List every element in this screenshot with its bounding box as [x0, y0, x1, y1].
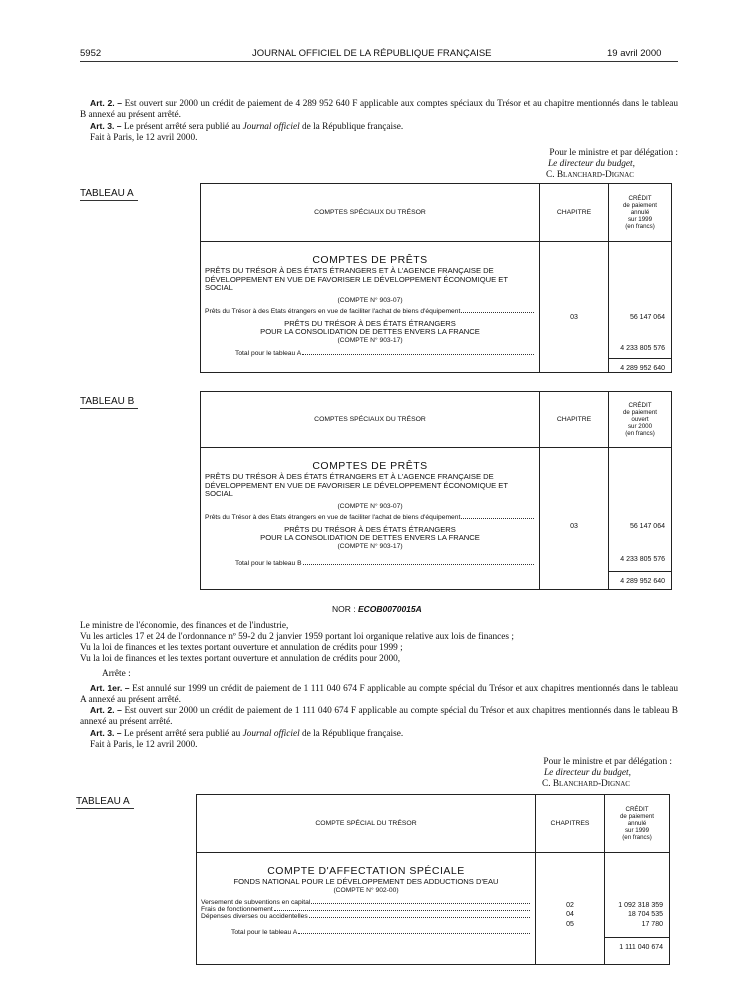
arrete2-signature: Pour le ministre et par délégation : Le directeur du budget, C. Blanchard-Dignac	[542, 757, 672, 789]
arrete2-art2: Art. 2. – Est ouvert sur 2000 un crédit de paiement de 1 111 040 674 F applicable au compte spécial du Trésor et aux chapitres mentionnés dans le tableau B annexé au présent arrêté.	[80, 705, 678, 727]
total-line: Total pour le tableau A	[205, 350, 535, 357]
credit-cell: 56 147 064 4 233 805 576 4 289 952 640	[609, 242, 672, 373]
line-item: Prêts du Trésor à des Etats étrangers en vue de faciliter l'achat de biens d'équipement	[205, 514, 535, 521]
line-item: Dépenses diverses ou accidentelles	[201, 913, 531, 920]
line-item: Versement de subventions en capital	[201, 899, 531, 906]
tableau-b1-body	[201, 448, 540, 590]
sub-title: POUR LA CONSOLIDATION DE DETTES ENVERS LA FRANCE	[260, 327, 480, 337]
journal-title: JOURNAL OFFICIEL DE LA RÉPUBLIQUE FRANÇAISE	[252, 48, 492, 59]
credit-cell: 1 092 318 359 18 704 535 17 780 1 111 040 674	[605, 853, 670, 965]
total-line: Total pour le tableau B	[205, 560, 535, 567]
tableau-a2-label: TABLEAU A	[76, 796, 134, 809]
section-title: COMPTES DE PRÊTS	[312, 254, 428, 266]
tableau-a2	[196, 794, 670, 965]
section-subtitle: PRÊTS DU TRÉSOR À DES ÉTATS ÉTRANGERS ET À L'AGENCE FRANÇAISE DE DÉVELOPPEMENT EN VUE DE FAVORISER LE DÉVELOPPEMENT ÉCONOMIQUE ET SOCIAL	[205, 266, 508, 293]
col-credit-header: CRÉDIT de paiement annulé sur 1999 (en francs)	[605, 795, 670, 853]
nor-line: NOR : ECOB0070015A	[332, 604, 422, 614]
tableau-b1-label: TABLEAU B	[80, 396, 138, 409]
issue-date: 19 avril 2000	[607, 48, 662, 59]
section-title: COMPTE D'AFFECTATION SPÉCIALE	[267, 865, 465, 877]
tableau-a2-body	[197, 853, 536, 965]
col-credit-header: CRÉDIT de paiement ouvert sur 2000 (en francs)	[609, 392, 672, 448]
sub-title: PRÊTS DU TRÉSOR À DES ÉTATS ÉTRANGERS	[284, 318, 456, 328]
chapitre-cell: 03	[540, 448, 609, 590]
arrete2-vu3: Vu la loi de finances et les textes portant ouverture et annulation de crédits pour 2000,	[80, 654, 401, 664]
compte-number: (COMPTE N° 902-00)	[333, 886, 399, 894]
section-subtitle: PRÊTS DU TRÉSOR À DES ÉTATS ÉTRANGERS ET À L'AGENCE FRANÇAISE DE DÉVELOPPEMENT EN VUE DE FAVORISER LE DÉVELOPPEMENT ÉCONOMIQUE ET SOCIAL	[205, 472, 508, 499]
compte-number: (COMPTE N° 903-07)	[337, 296, 403, 304]
chapitre-cell: 03	[540, 242, 609, 373]
sub-title: PRÊTS DU TRÉSOR À DES ÉTATS ÉTRANGERS	[284, 524, 456, 534]
col-credit-header: CRÉDIT de paiement annulé sur 1999 (en francs)	[609, 184, 672, 242]
chapitre-cell: 02 04 05	[536, 853, 605, 965]
col-chapitre-header: CHAPITRE	[540, 184, 609, 242]
arrete2-intro: Le ministre de l'économie, des finances et de l'industrie,	[80, 621, 289, 631]
total-line: Total pour le tableau A	[201, 929, 531, 936]
arrete2-art1: Art. 1er. – Est annulé sur 1999 un crédit de paiement de 1 111 040 674 F applicable au compte spécial du Trésor et aux chapitres mentionnés dans le tableau A annexé au présent arrêté.	[80, 683, 679, 705]
section-subtitle: FONDS NATIONAL POUR LE DÉVELOPPEMENT DES ADDUCTIONS D'EAU	[233, 877, 499, 886]
tableau-a1-label: TABLEAU A	[80, 188, 138, 201]
arrete2-vu1: Vu les articles 17 et 24 de l'ordonnance nº 59-2 du 2 janvier 1959 portant loi organique relative aux lois de finances ;	[80, 632, 514, 642]
arrete1-signature: Pour le ministre et par délégation : Le directeur du budget, C. Blanchard-Dignac	[546, 148, 678, 180]
arrete1-art3: Art. 3. – Le présent arrêté sera publié au Journal officiel de la République française.	[90, 121, 404, 132]
arrete2-fait: Fait à Paris, le 12 avril 2000.	[90, 740, 198, 750]
arrete2-arrete: Arrête :	[102, 669, 131, 679]
section-title: COMPTES DE PRÊTS	[312, 460, 428, 472]
compte-number: (COMPTE N° 903-17)	[337, 542, 403, 550]
tableau-a1	[200, 183, 672, 373]
sub-title: POUR LA CONSOLIDATION DE DETTES ENVERS LA FRANCE	[260, 533, 480, 543]
tableau-b1	[200, 391, 672, 590]
compte-number: (COMPTE N° 903-07)	[337, 502, 403, 510]
col-comptes-header: COMPTE SPÉCIAL DU TRÉSOR	[197, 795, 536, 853]
line-item: Frais de fonctionnement	[201, 906, 531, 913]
credit-cell: 56 147 064 4 233 805 576 4 289 952 640	[609, 448, 672, 590]
arrete1-fait: Fait à Paris, le 12 avril 2000.	[90, 133, 198, 143]
arrete2-vu2: Vu la loi de finances et les textes portant ouverture et annulation de crédits pour 1999 ;	[80, 643, 403, 653]
col-chapitre-header: CHAPITRES	[536, 795, 605, 853]
tableau-a1-body	[201, 242, 540, 373]
col-comptes-header: COMPTES SPÉCIAUX DU TRÉSOR	[201, 184, 540, 242]
header-rule	[80, 61, 678, 62]
arrete2-art3: Art. 3. – Le présent arrêté sera publié au Journal officiel de la République française.	[90, 728, 404, 739]
col-chapitre-header: CHAPITRE	[540, 392, 609, 448]
line-item: Prêts du Trésor à des Etats étrangers en vue de faciliter l'achat de biens d'équipement	[205, 308, 535, 315]
col-comptes-header: COMPTES SPÉCIAUX DU TRÉSOR	[201, 392, 540, 448]
arrete1-art2: Art. 2. – Est ouvert sur 2000 un crédit de paiement de 4 289 952 640 F applicable aux comptes spéciaux du Trésor et au chapitre mentionnés dans le tableau B annexé au présent arrêté.	[80, 98, 678, 120]
compte-number: (COMPTE N° 903-17)	[337, 336, 403, 344]
page-number: 5952	[80, 48, 102, 59]
